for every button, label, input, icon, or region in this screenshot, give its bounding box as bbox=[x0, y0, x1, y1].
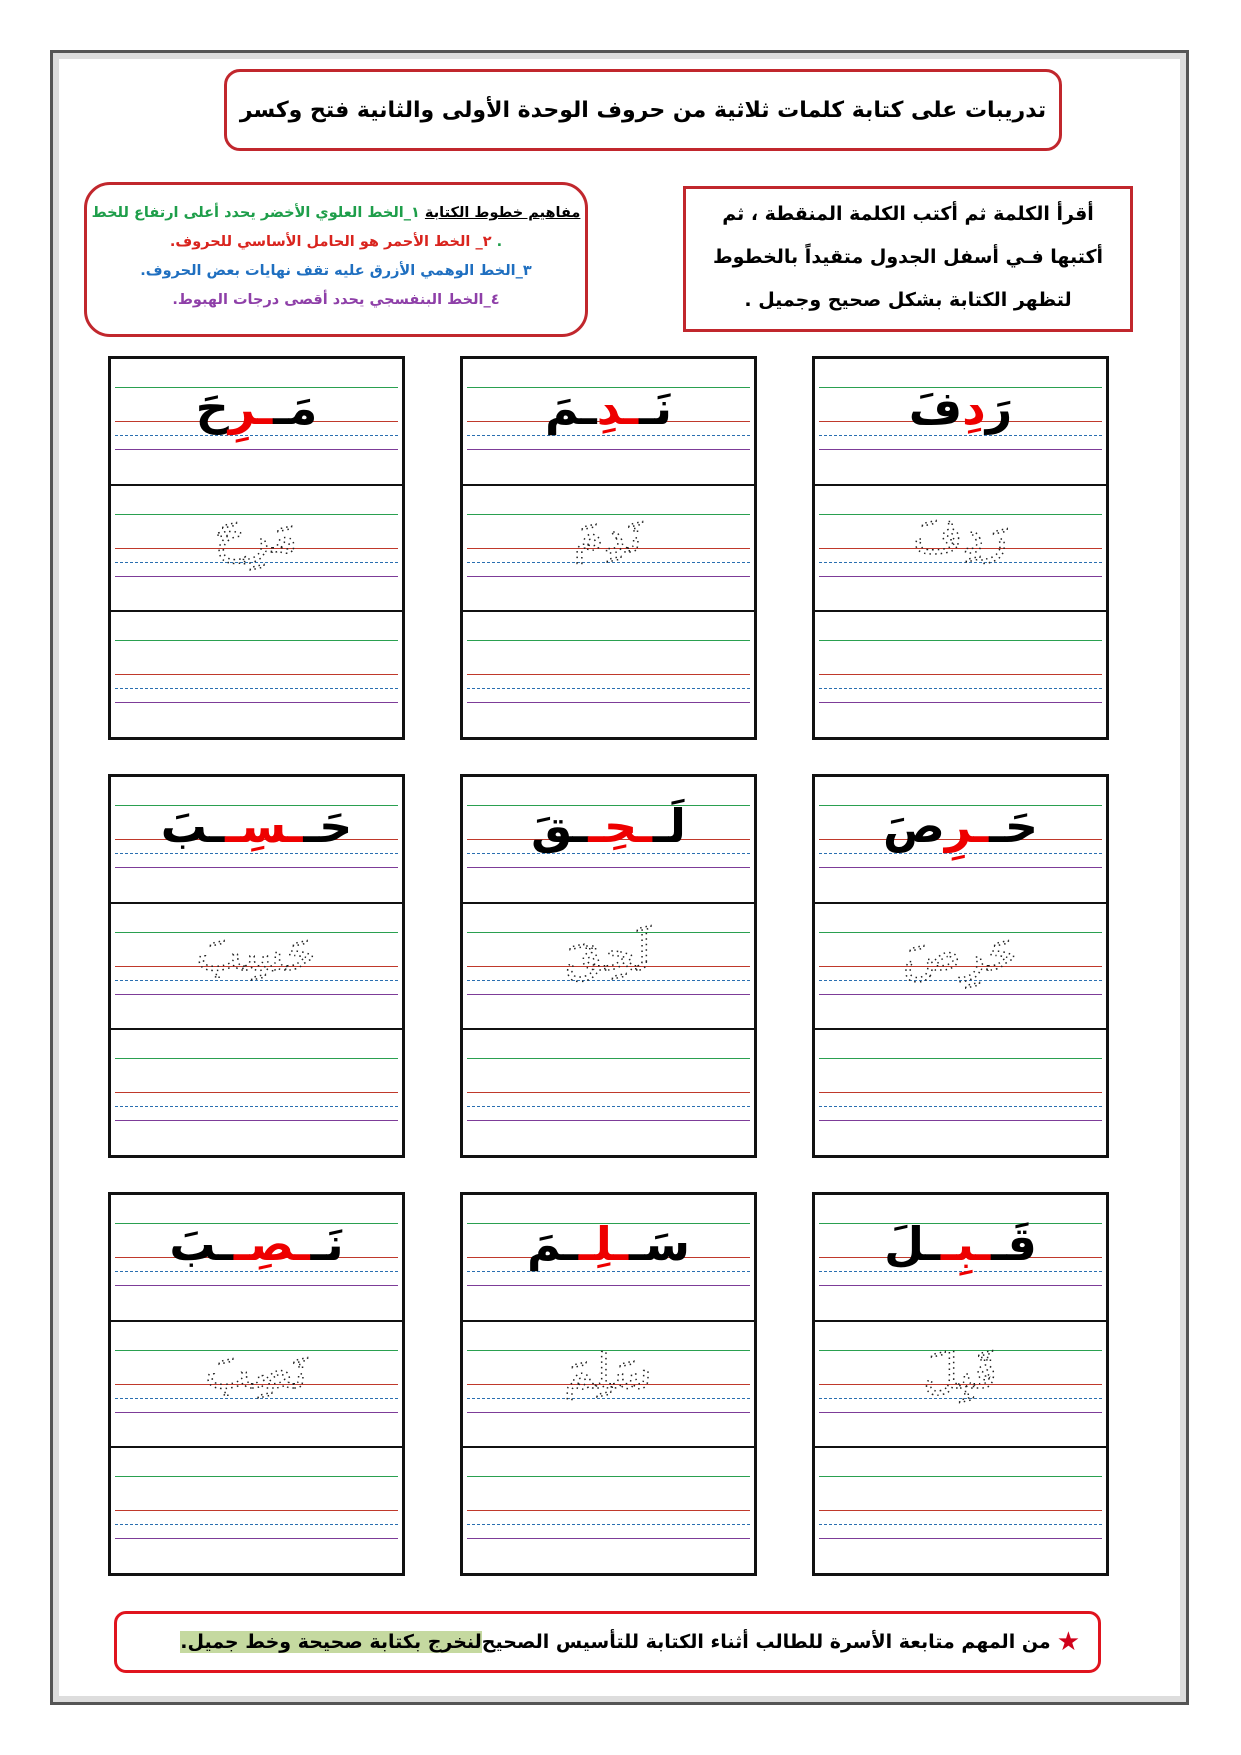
model-word-row bbox=[463, 359, 754, 486]
blue-dashed-line bbox=[467, 688, 750, 689]
word-cards-grid bbox=[107, 356, 1109, 1576]
concept-red: ٢_ الخط الأحمر هو الحامل الأساسي للحروف. bbox=[169, 234, 492, 250]
purple-line bbox=[467, 449, 750, 450]
dotted-word-text: سَلِمَ bbox=[563, 1343, 653, 1400]
model-word-row bbox=[111, 359, 402, 486]
dotted-word-text: مَرِحَ bbox=[214, 507, 298, 564]
red-line bbox=[819, 1092, 1102, 1093]
purple-line bbox=[115, 1120, 398, 1121]
blue-dashed-line bbox=[819, 1524, 1102, 1525]
purple-line bbox=[467, 702, 750, 703]
dotted-word bbox=[111, 486, 402, 596]
red-line bbox=[467, 1510, 750, 1511]
tracing-row[interactable] bbox=[815, 1322, 1106, 1449]
word-last-letter: صَ bbox=[882, 799, 945, 853]
red-line bbox=[467, 1092, 750, 1093]
purple-line bbox=[115, 449, 398, 450]
writing-row[interactable] bbox=[111, 612, 402, 737]
model-word bbox=[111, 381, 402, 435]
word-middle-letter: ـسِـ bbox=[225, 799, 304, 853]
dotted-word bbox=[815, 486, 1106, 596]
footer-text: من المهم متابعة الأسرة للطالب أثناء الكتابة للتأسيس الصحيح bbox=[481, 1631, 1051, 1653]
model-word bbox=[463, 381, 754, 435]
word-last-letter: ـمَ bbox=[544, 381, 597, 435]
purple-line bbox=[467, 1538, 750, 1539]
footer-highlight: لنخرج بكتابة صحيحة وخط جميل. bbox=[180, 1631, 482, 1653]
purple-line bbox=[819, 1285, 1102, 1286]
concept-purple: ٤_الخط البنفسجي يحدد أقصى درجات الهبوط. bbox=[172, 292, 500, 308]
word-card bbox=[460, 356, 757, 740]
word-card bbox=[812, 774, 1109, 1158]
word-middle-letter: ـحِـ bbox=[588, 799, 653, 853]
tracing-row[interactable] bbox=[111, 1322, 402, 1449]
blue-dashed-line bbox=[115, 1271, 398, 1272]
model-word-row bbox=[111, 1195, 402, 1322]
green-line bbox=[467, 1476, 750, 1477]
word-first-letter: سَـ bbox=[629, 1217, 690, 1271]
green-line bbox=[467, 1058, 750, 1059]
word-last-letter: ـبَ bbox=[160, 799, 226, 853]
writing-row[interactable] bbox=[463, 1448, 754, 1573]
tracing-row[interactable] bbox=[463, 1322, 754, 1449]
purple-line bbox=[819, 449, 1102, 450]
dotted-word-text: حَرِصَ bbox=[902, 925, 1018, 982]
writing-row[interactable] bbox=[111, 1030, 402, 1155]
purple-line bbox=[115, 867, 398, 868]
model-word bbox=[463, 1217, 754, 1271]
model-word-row bbox=[815, 1195, 1106, 1322]
concept-blue: ٣_الخط الوهمي الأزرق عليه تقف نهايات بعض الحروف. bbox=[140, 263, 532, 279]
blue-dashed-line bbox=[467, 435, 750, 436]
word-middle-letter: ـصِـ bbox=[233, 1217, 311, 1271]
blue-dashed-line bbox=[115, 1106, 398, 1107]
green-line bbox=[115, 1058, 398, 1059]
dotted-word-text: قَبِلَ bbox=[923, 1343, 997, 1400]
purple-line bbox=[115, 1538, 398, 1539]
tracing-row[interactable] bbox=[463, 486, 754, 613]
dotted-word-text: نَدِمَ bbox=[573, 507, 643, 564]
purple-line bbox=[467, 867, 750, 868]
word-first-letter: رَ bbox=[985, 381, 1013, 435]
tracing-row[interactable] bbox=[111, 486, 402, 613]
writing-row[interactable] bbox=[111, 1448, 402, 1573]
blue-dashed-line bbox=[467, 1106, 750, 1107]
model-word bbox=[463, 799, 754, 853]
word-card bbox=[812, 356, 1109, 740]
footer-note bbox=[114, 1611, 1101, 1673]
writing-row[interactable] bbox=[815, 612, 1106, 737]
blue-dashed-line bbox=[115, 688, 398, 689]
tracing-row[interactable] bbox=[111, 904, 402, 1031]
red-line bbox=[115, 674, 398, 675]
green-line bbox=[115, 640, 398, 641]
purple-line bbox=[819, 867, 1102, 868]
blue-dashed-line bbox=[467, 1524, 750, 1525]
tracing-row[interactable] bbox=[463, 904, 754, 1031]
dotted-word-text: لَحِقَ bbox=[565, 925, 651, 982]
word-middle-letter: ـرِ bbox=[944, 799, 990, 853]
word-middle-letter: ـرِ bbox=[228, 381, 274, 435]
word-first-letter: نَـ bbox=[639, 381, 673, 435]
line-concepts-box bbox=[84, 182, 588, 337]
concept-green: ١_الخط العلوي الأخضر يحدد أعلى ارتفاع للخط . bbox=[91, 205, 503, 250]
purple-line bbox=[115, 1285, 398, 1286]
purple-line bbox=[819, 702, 1102, 703]
word-last-letter: فَ bbox=[908, 381, 963, 435]
blue-dashed-line bbox=[819, 435, 1102, 436]
writing-row[interactable] bbox=[815, 1030, 1106, 1155]
dotted-word bbox=[111, 1322, 402, 1432]
word-card bbox=[460, 774, 757, 1158]
word-card bbox=[460, 1192, 757, 1576]
word-last-letter: ـمَ bbox=[527, 1217, 579, 1271]
blue-dashed-line bbox=[819, 1106, 1102, 1107]
model-word bbox=[815, 1217, 1106, 1271]
dotted-word-text: نَصِبَ bbox=[204, 1343, 308, 1400]
purple-line bbox=[819, 1538, 1102, 1539]
blue-dashed-line bbox=[467, 853, 750, 854]
dotted-word bbox=[463, 486, 754, 596]
tracing-row[interactable] bbox=[815, 486, 1106, 613]
word-last-letter: حَ bbox=[195, 381, 229, 435]
model-word bbox=[815, 799, 1106, 853]
model-word-row bbox=[463, 777, 754, 904]
word-middle-letter: ـدِ bbox=[596, 381, 640, 435]
blue-dashed-line bbox=[115, 853, 398, 854]
green-line bbox=[819, 640, 1102, 641]
word-card bbox=[108, 1192, 405, 1576]
dotted-word-text: حَسِبَ bbox=[196, 925, 316, 982]
model-word-row bbox=[463, 1195, 754, 1322]
writing-row[interactable] bbox=[815, 1448, 1106, 1573]
word-card bbox=[812, 1192, 1109, 1576]
word-first-letter: مَـ bbox=[273, 381, 318, 435]
page-title: تدريبات على كتابة كلمات ثلاثية من حروف الوحدة الأولى والثانية فتح وكسر bbox=[224, 69, 1062, 151]
blue-dashed-line bbox=[819, 853, 1102, 854]
model-word bbox=[111, 799, 402, 853]
model-word bbox=[815, 381, 1106, 435]
instructions-box: أقرأ الكلمة ثم أكتب الكلمة المنقطة ، ثم أكتبها فـي أسفل الجدول متقيداً بالخطوط لتظهر الكتابة بشكل صحيح وجميل . bbox=[683, 186, 1133, 332]
word-card bbox=[108, 356, 405, 740]
dotted-word-text: رَدِفَ bbox=[912, 507, 1008, 564]
blue-dashed-line bbox=[115, 435, 398, 436]
model-word-row bbox=[815, 359, 1106, 486]
concepts-heading: مفاهيم خطوط الكتابة bbox=[424, 205, 581, 221]
red-line bbox=[819, 1510, 1102, 1511]
word-middle-letter: ـلِـ bbox=[578, 1217, 630, 1271]
green-line bbox=[819, 1058, 1102, 1059]
purple-line bbox=[467, 1120, 750, 1121]
dotted-word bbox=[463, 1322, 754, 1432]
word-last-letter: ـلَ bbox=[884, 1217, 941, 1271]
word-middle-letter: دِ bbox=[962, 381, 986, 435]
green-line bbox=[115, 1476, 398, 1477]
word-last-letter: ـقَ bbox=[531, 799, 589, 853]
blue-dashed-line bbox=[819, 1271, 1102, 1272]
word-first-letter: قَـ bbox=[991, 1217, 1037, 1271]
writing-row[interactable] bbox=[463, 612, 754, 737]
word-middle-letter: ـبِـ bbox=[940, 1217, 992, 1271]
writing-row[interactable] bbox=[463, 1030, 754, 1155]
dotted-word bbox=[815, 1322, 1106, 1432]
model-word bbox=[111, 1217, 402, 1271]
dotted-word bbox=[111, 904, 402, 1014]
red-line bbox=[819, 674, 1102, 675]
model-word-row bbox=[815, 777, 1106, 904]
blue-dashed-line bbox=[467, 1271, 750, 1272]
word-last-letter: ـبَ bbox=[169, 1217, 234, 1271]
blue-dashed-line bbox=[819, 688, 1102, 689]
word-first-letter: نَـ bbox=[310, 1217, 344, 1271]
green-line bbox=[819, 1476, 1102, 1477]
red-line bbox=[115, 1510, 398, 1511]
word-first-letter: حَـ bbox=[989, 799, 1039, 853]
green-line bbox=[467, 640, 750, 641]
word-first-letter: لَـ bbox=[652, 799, 686, 853]
model-word-row bbox=[111, 777, 402, 904]
purple-line bbox=[115, 702, 398, 703]
dotted-word bbox=[815, 904, 1106, 1014]
purple-line bbox=[819, 1120, 1102, 1121]
dotted-word bbox=[463, 904, 754, 1014]
tracing-row[interactable] bbox=[815, 904, 1106, 1031]
word-first-letter: حَـ bbox=[303, 799, 353, 853]
blue-dashed-line bbox=[115, 1524, 398, 1525]
star-icon: ★ bbox=[1056, 1627, 1080, 1657]
red-line bbox=[467, 674, 750, 675]
red-line bbox=[115, 1092, 398, 1093]
word-card bbox=[108, 774, 405, 1158]
purple-line bbox=[467, 1285, 750, 1286]
